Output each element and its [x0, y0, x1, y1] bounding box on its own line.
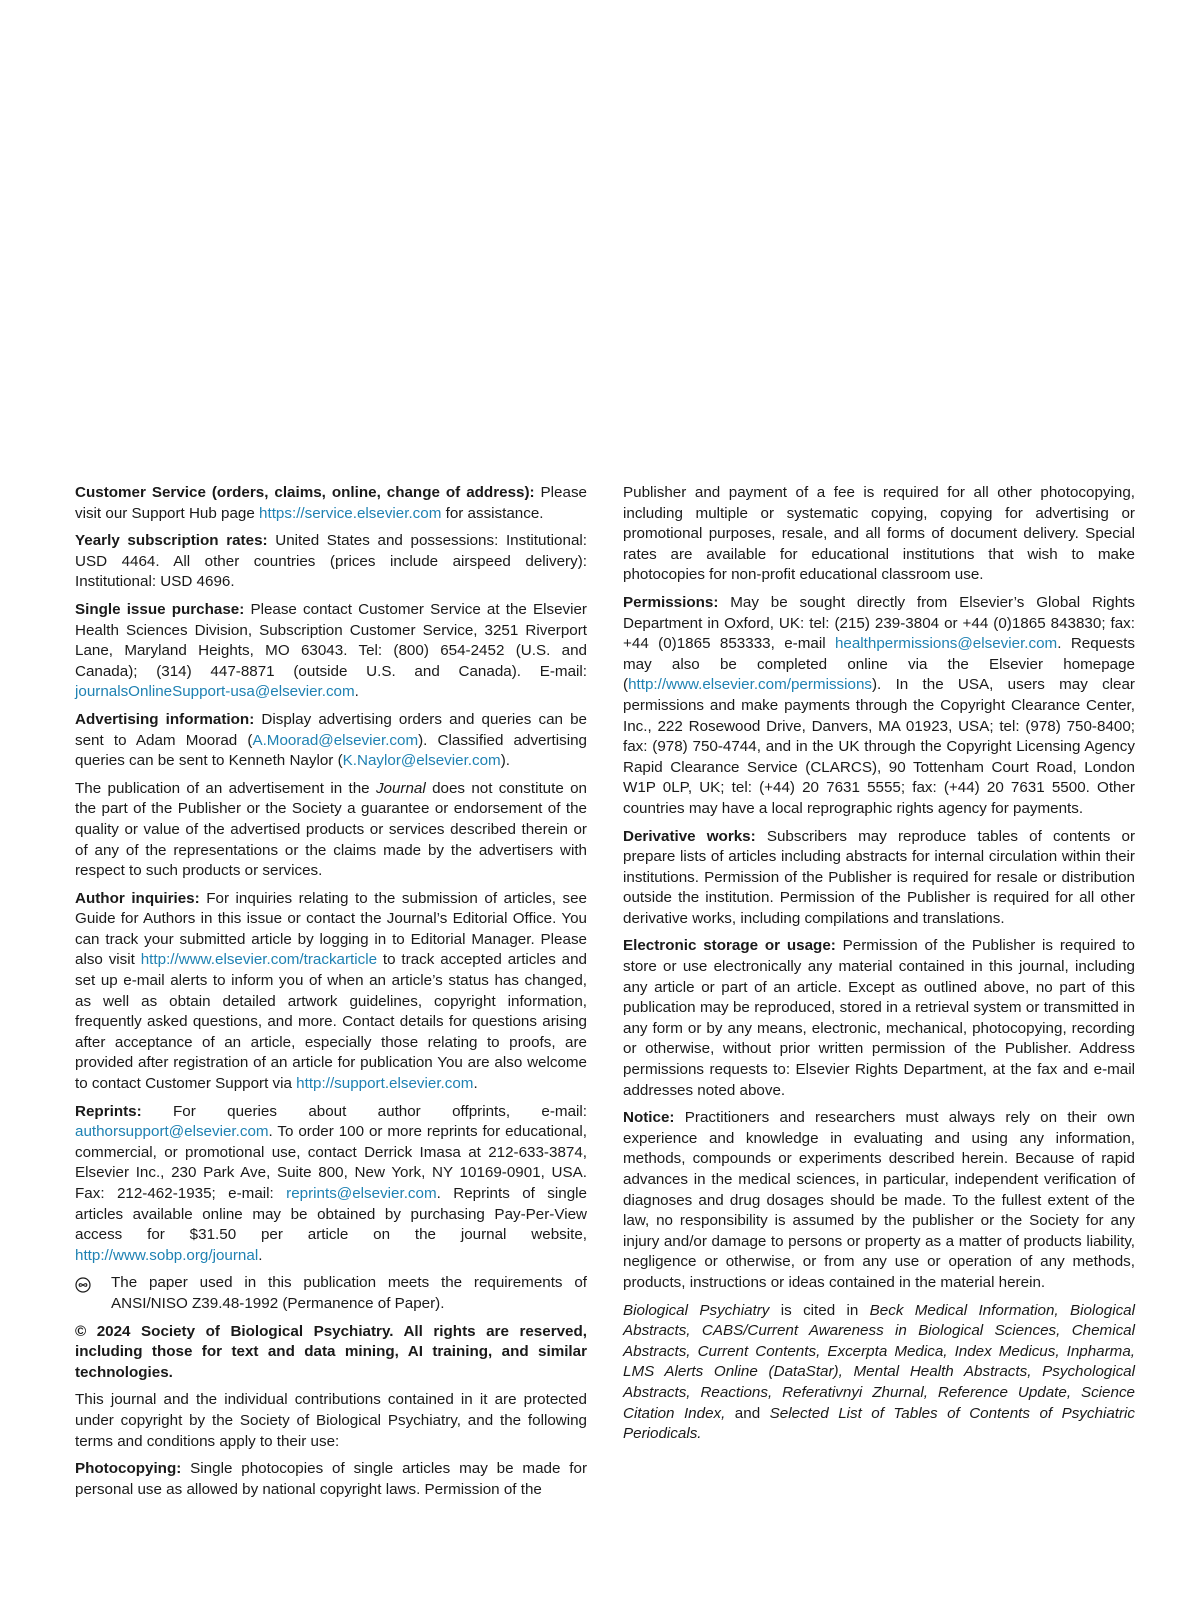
permissions-text-end: ). In the USA, users may clear permissions and make payments through the Copyright Clearance Center, Inc., 222 Rosewood Drive, Danvers, MA 01923, USA; tel: (978) 750-8400; fax: (978) 750-4744, and in the UK through the Copyright Licensing Agency Rapid Clearance Service (CLARCS), 90 Tottenham Court Road, London W1P 0LP, UK; tel: (+44) 20 7631 5555; fax: (+44) 20 7631 5500. Other countries may have a local reprographic rights agency for payments.	[623, 676, 1135, 817]
derivative-works-paragraph	[623, 827, 1135, 930]
sobp-journal-link[interactable]: http://www.sobp.org/journal	[75, 1246, 259, 1264]
indexing-text-and: and	[725, 1404, 770, 1422]
notice-label: Notice:	[623, 1109, 675, 1127]
elsevier-permissions-link[interactable]: http://www.elsevier.com/permissions	[628, 676, 872, 694]
customer-service-text-end: for assistance.	[441, 504, 544, 522]
indexing-last-source-italic: Selected List of Tables of Contents of Psychiatric Periodicals.	[623, 1404, 1136, 1443]
indexing-text: is cited in	[769, 1301, 870, 1319]
moorad-email-link[interactable]: A.Moorad@elsevier.com	[252, 731, 419, 749]
electronic-storage-label: Electronic storage or usage:	[623, 937, 836, 955]
subscription-paragraph	[75, 531, 587, 593]
customer-service-text: Please visit our Support Hub page	[75, 484, 587, 522]
derivative-works-text: Subscribers may reproduce tables of contents or prepare lists of articles including abstracts for internal circulation within their institutions. Permission of the Publisher is required for resale or distribution outside the institution. Permission of the Publisher is required for all other derivative works, including compilations and translations.	[623, 827, 1136, 927]
reprints-text: For queries about author offprints, e-mail:	[141, 1102, 587, 1120]
permissions-label: Permissions:	[623, 593, 719, 611]
permissions-paragraph	[623, 593, 1135, 820]
author-inquiries-text: For inquiries relating to the submission of articles, see Guide for Authors in this issue or contact the Journal’s Editorial Office. You can track your submitted article by logging in to Editorial Manager. Please also visit	[75, 889, 587, 969]
photocopying-paragraph	[75, 1459, 587, 1500]
disclaimer-paragraph	[75, 779, 587, 882]
naylor-email-link[interactable]: K.Naylor@elsevier.com	[342, 752, 501, 770]
paper-notice-text: The paper used in this publication meets the requirements of ANSI/NISO Z39.48-1992 (Permanence of Paper).	[111, 1274, 587, 1312]
photocopying-continued-paragraph: Publisher and payment of a fee is required for all other photocopying, including multiple or systematic copying, copying for advertising or promotional purposes, resale, and all forms of document delivery. Special rates are available for educational institutions that wish to make photocopies for non-profit educational classroom use.	[623, 484, 1135, 584]
trackarticle-link[interactable]: http://www.elsevier.com/trackarticle	[140, 951, 378, 969]
derivative-works-label: Derivative works:	[623, 827, 756, 845]
indexing-sources-italic: Beck Medical Information, Biological Abstracts, CABS/Current Awareness in Biological Sciences, Chemical Abstracts, Current Contents, Excerpta Medica, Index Medicus, Inpharma, LMS Alerts Online (DataStar), Mental Health Abstracts, Psychological Abstracts, Reactions, Referativnyi Zhurnal, Reference Update, Science Citation Index,	[623, 1301, 1135, 1422]
single-issue-label: Single issue purchase:	[75, 600, 245, 618]
copyright-statement: © 2024 Society of Biological Psychiatry. All rights are reserved, including those for text and data mining, AI training, and similar technologies.	[75, 1322, 587, 1381]
electronic-storage-text: Permission of the Publisher is required to store or use electronically any material contained in this journal, including any article or part of an article. Except as outlined above, no part of this publication may be reproduced, stored in a retrieval system or transmitted in any form or by any means, electronic, mechanical, photocopying, recording or otherwise, without prior written permission of the Publisher. Address permissions requests to: Elsevier Rights Department, at the fax and e-mail addresses noted above.	[623, 937, 1136, 1099]
subscription-label: Yearly subscription rates:	[75, 532, 268, 550]
disclaimer-text: The publication of an advertisement in the	[75, 779, 376, 797]
paper-permanence-notice	[75, 1273, 587, 1314]
infinity-paper-icon	[75, 1273, 111, 1293]
advertising-text-end: ).	[500, 752, 510, 770]
disclaimer-text-end: does not constitute on the part of the Publisher or the Society a guarantee or endorsement of the quality or value of the advertised products or services described therein or of any of the representations or the claims made by the advertisers with respect to such products or services.	[75, 779, 587, 880]
reprints-text-end: .	[258, 1246, 263, 1264]
single-issue-text: Please contact Customer Service at the Elsevier Health Sciences Division, Subscription Customer Service, 3251 Riverport Lane, Maryland Heights, MO 63043. Tel: (800) 654-2452 (U.S. and Canada); (314) 447-8871 (outside U.S. and Canada). E-mail:	[75, 600, 587, 680]
reprints-label: Reprints:	[75, 1102, 142, 1120]
advertising-paragraph	[75, 710, 587, 772]
author-inquiries-label: Author inquiries:	[75, 889, 200, 907]
permissions-text: May be sought directly from Elsevier’s Global Rights Department in Oxford, UK: tel: (215) 239-3804 or +44 (0)1865 843830; fax: +44 (0)1865 853333, e-mail	[623, 593, 1135, 653]
authorsupport-email-link[interactable]: authorsupport@elsevier.com	[75, 1123, 269, 1141]
notice-paragraph	[623, 1108, 1135, 1293]
reprints-paragraph	[75, 1102, 587, 1267]
notice-text: Practitioners and researchers must always rely on their own experience and knowledge in evaluating and using any information, methods, compounds or experiments described herein. Because of rapid advances in the medical sciences, in particular, independent verification of diagnoses and drug dosages should be made. To the fullest extent of the law, no responsibility is assumed by the publisher or the Society for any injury and/or damage to persons or property as a matter of products liability, negligence or otherwise, or from any use or operation of any methods, products, instructions or ideas contained in the material herein.	[623, 1109, 1135, 1291]
journals-support-email-link[interactable]: journalsOnlineSupport-usa@elsevier.com	[75, 683, 355, 701]
left-column	[75, 483, 587, 1507]
support-hub-link[interactable]: https://service.elsevier.com	[259, 504, 442, 522]
masthead-info-page	[75, 483, 1135, 1507]
photocopying-label: Photocopying:	[75, 1460, 182, 1478]
photocopying-text: Single photocopies of single articles may be made for personal use as allowed by national copyright laws. Permission of the	[75, 1460, 587, 1498]
support-elsevier-link[interactable]: http://support.elsevier.com	[296, 1075, 474, 1093]
right-column	[623, 483, 1135, 1507]
author-inquiries-text-end: .	[473, 1075, 478, 1093]
journal-italic: Journal	[375, 779, 426, 797]
customer-service-paragraph	[75, 483, 587, 524]
healthpermissions-email-link[interactable]: healthpermissions@elsevier.com	[834, 635, 1058, 653]
electronic-storage-paragraph	[623, 936, 1135, 1101]
indexing-paragraph	[623, 1301, 1135, 1445]
reprints-email-link[interactable]: reprints@elsevier.com	[286, 1185, 437, 1202]
author-inquiries-paragraph	[75, 889, 587, 1095]
advertising-text: Display advertising orders and queries can be sent to Adam Moorad (	[75, 710, 587, 749]
single-issue-paragraph	[75, 600, 587, 703]
customer-service-label: Customer Service (orders, claims, online, change of address):	[75, 484, 535, 501]
reprints-text-mid: . To order 100 or more reprints for educational, commercial, or promotional use, contact Derrick Imasa at 212-633-3874, Elsevier Inc., 230 Park Ave, Suite 800, New York, NY 10169-0901, USA. Fax: 212-462-1935; e-mail:	[75, 1123, 587, 1202]
journal-name-italic: Biological Psychiatry	[623, 1301, 770, 1319]
advertising-label: Advertising information:	[75, 710, 255, 728]
protection-paragraph: This journal and the individual contributions contained in it are protected under copyright by the Society of Biological Psychiatry, and the following terms and conditions apply to their use:	[75, 1391, 587, 1450]
permissions-text-mid: . Requests may also be completed online via the Elsevier homepage (	[623, 635, 1135, 694]
reprints-text-mid-2: . Reprints of single articles available online may be obtained by purchasing Pay-Per-View access for $31.50 per article on the journal website,	[75, 1185, 587, 1244]
subscription-text: United States and possessions: Institutional: USD 4464. All other countries (prices include airspeed delivery): Institutional: USD 4696.	[75, 532, 587, 591]
author-inquiries-text-mid: to track accepted articles and set up e-mail alerts to inform you of when an article’s status has changed, as well as obtain detailed artwork guidelines, copyright information, frequently asked questions, and more. Contact details for questions arising after acceptance of an article, especially those relating to proofs, are provided after registration of an article for publication You are also welcome to contact Customer Support via	[75, 951, 587, 1093]
single-issue-text-end: .	[354, 683, 359, 701]
advertising-text-mid: ). Classified advertising queries can be sent to Kenneth Naylor (	[75, 731, 588, 770]
